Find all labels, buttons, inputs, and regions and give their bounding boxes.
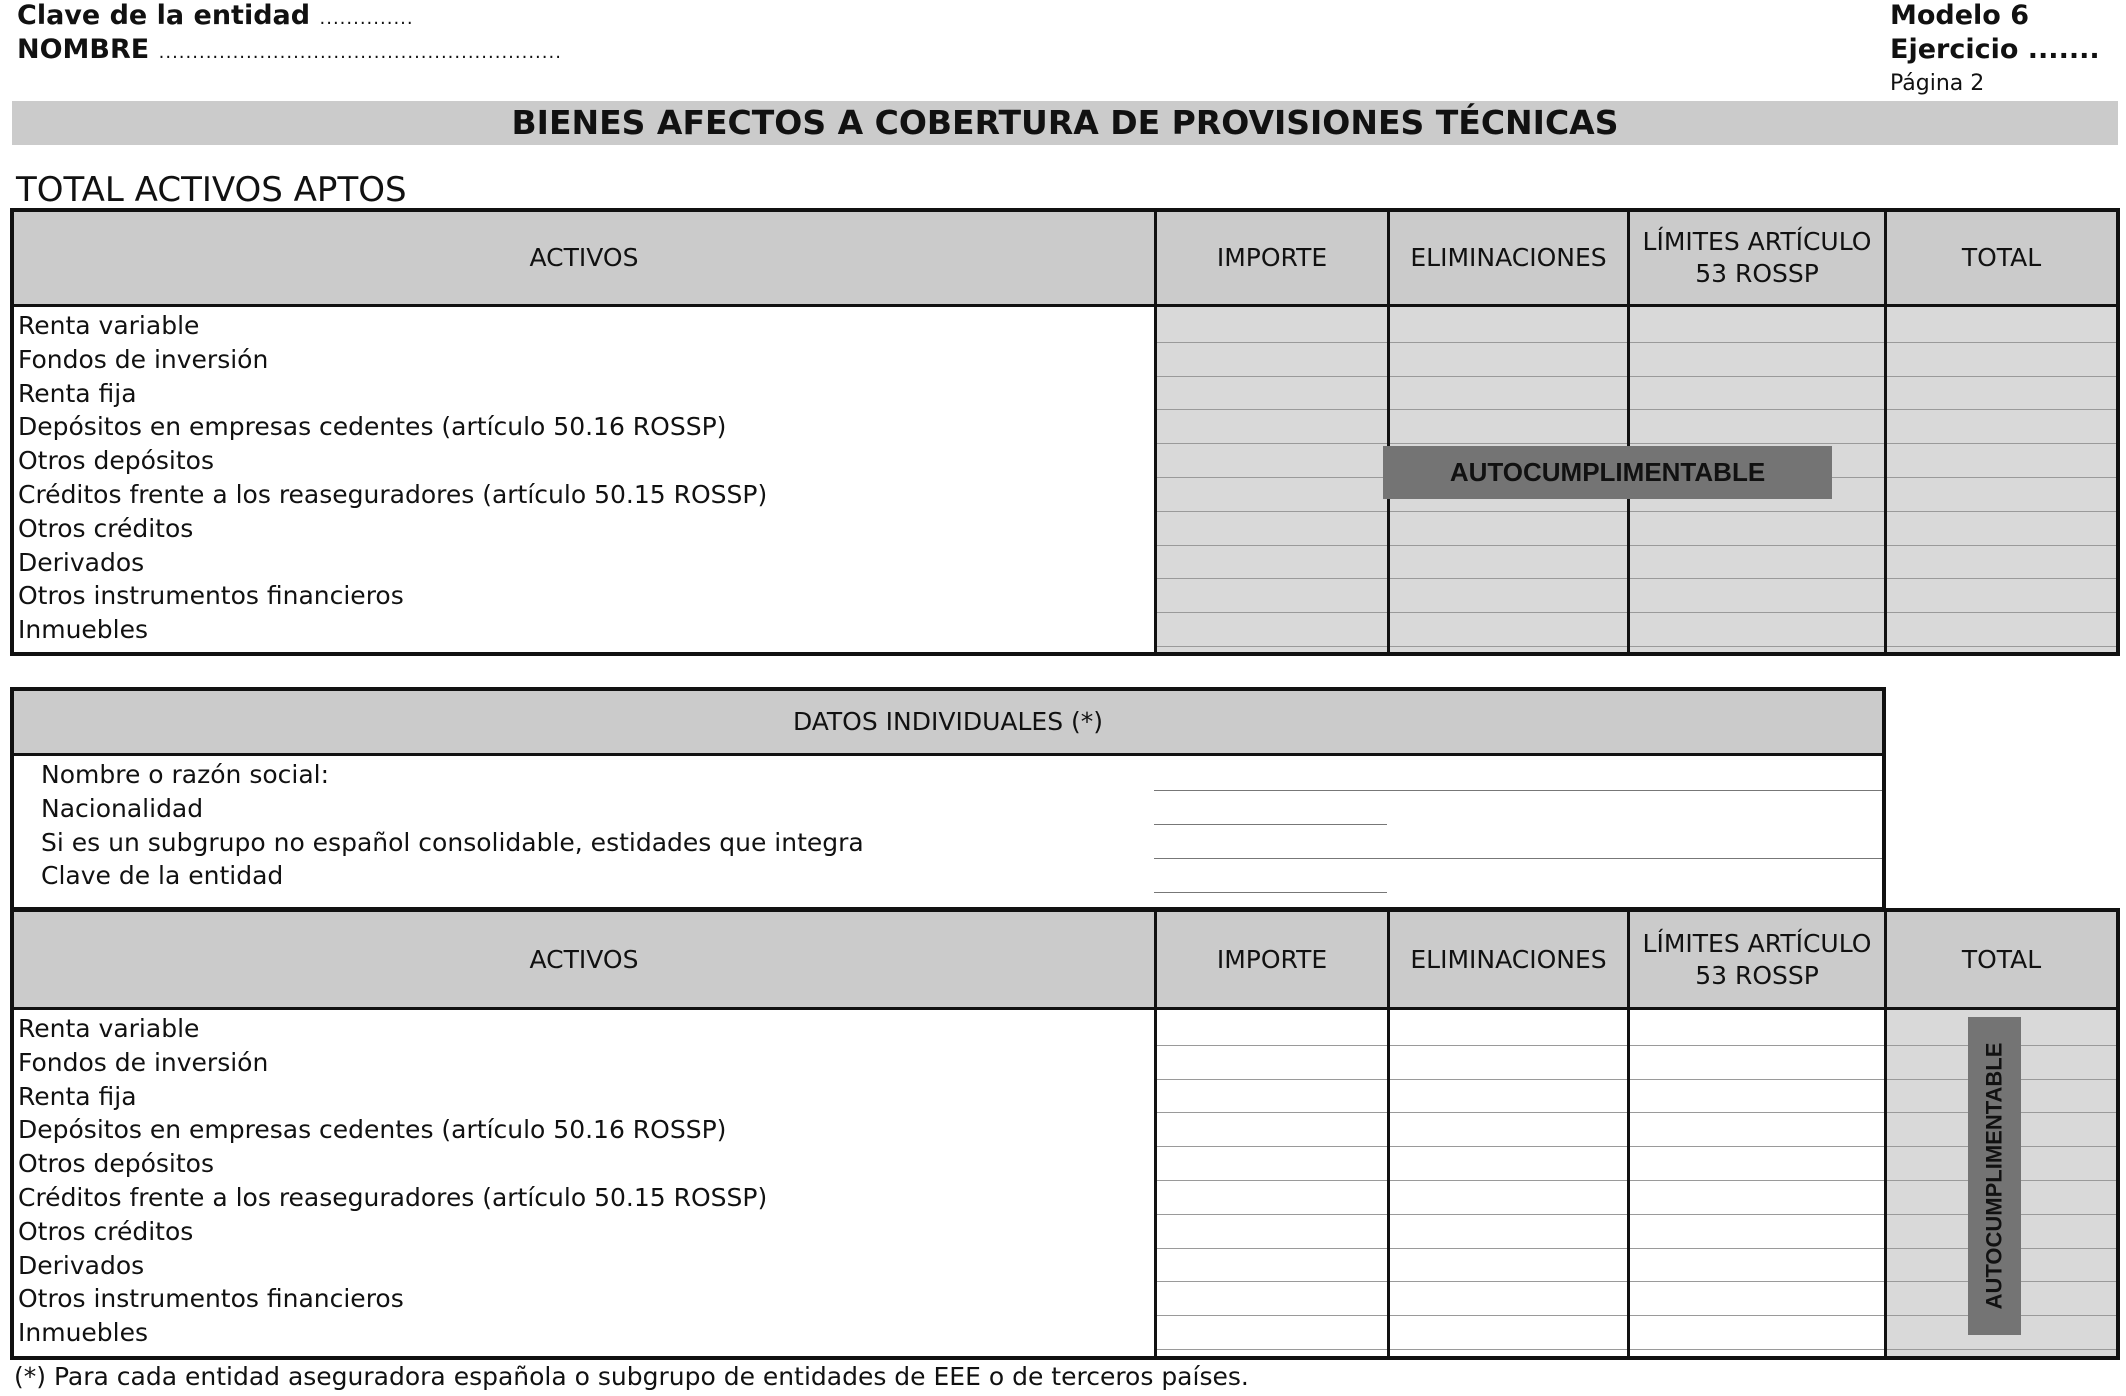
header-limites: LÍMITES ARTÍCULO 53 ROSSP xyxy=(1630,912,1887,1010)
row-label: Créditos frente a los reaseguradores (artículo 50.15 ROSSP) xyxy=(18,479,768,509)
field-company-name xyxy=(14,758,1882,792)
row-label: Derivados xyxy=(18,547,145,577)
header-activos: ACTIVOS xyxy=(14,212,1157,307)
company-name-line[interactable] xyxy=(1154,790,1882,791)
importe-column xyxy=(1157,307,1390,652)
limites-input-column[interactable] xyxy=(1630,1010,1887,1356)
field-entity-key xyxy=(14,859,1882,893)
section-title: TOTAL ACTIVOS APTOS xyxy=(16,170,407,210)
total-assets-table xyxy=(10,208,2120,656)
header-limites: LÍMITES ARTÍCULO 53 ROSSP xyxy=(1630,212,1887,307)
row-label: Otros instrumentos financieros xyxy=(18,581,404,611)
header-importe: IMPORTE xyxy=(1157,212,1390,307)
row-label: Otros créditos xyxy=(18,513,194,543)
autocumplimentable-stamp-vertical xyxy=(1968,1017,2021,1335)
field-subgroup-entities xyxy=(14,826,1882,860)
individual-assets-table xyxy=(10,908,2120,1360)
row-label: Otros instrumentos financieros xyxy=(18,1284,404,1314)
autocumplimentable-stamp xyxy=(1383,446,1832,499)
page-number: Página 2 xyxy=(1890,71,1985,96)
row-label: Otros créditos xyxy=(18,1216,194,1246)
row-label: Otros depósitos xyxy=(18,1149,214,1179)
row-label: Renta variable xyxy=(18,311,200,340)
name-line xyxy=(17,34,562,65)
header-eliminaciones: ELIMINACIONES xyxy=(1390,912,1630,1010)
asset-labels xyxy=(14,307,1157,652)
entity-key-field[interactable]: .............. xyxy=(319,8,414,29)
footnote: (*) Para cada entidad aseguradora española o subgrupo de entidades de EEE o de terceros países. xyxy=(14,1362,1249,1391)
row-label: Renta fija xyxy=(18,378,137,408)
header-total: TOTAL xyxy=(1887,212,2116,307)
entity-key-label: Clave de la entidad xyxy=(17,0,311,31)
autocumplimentable-label: AUTOCUMPLIMENTABLE xyxy=(1981,1042,2007,1310)
field-label: Nombre o razón social: xyxy=(41,760,330,789)
row-label: Inmuebles xyxy=(18,1318,149,1348)
row-label: Inmuebles xyxy=(18,615,149,645)
name-field[interactable]: ............................................................ xyxy=(158,42,562,63)
subgroup-entities-line[interactable] xyxy=(1154,858,1882,859)
row-label: Otros depósitos xyxy=(18,446,214,476)
nationality-line[interactable] xyxy=(1154,824,1387,825)
total-column xyxy=(1887,307,2116,652)
field-label: Clave de la entidad xyxy=(41,861,284,891)
field-nationality xyxy=(14,792,1882,826)
asset-labels xyxy=(14,1010,1157,1356)
model-number: Modelo 6 xyxy=(1890,0,2030,31)
row-label: Fondos de inversión xyxy=(18,1047,269,1077)
field-label: Si es un subgrupo no español consolidable, estidades que integra xyxy=(41,827,864,857)
row-label: Depósitos en empresas cedentes (artículo 50.16 ROSSP) xyxy=(18,412,727,442)
header-activos: ACTIVOS xyxy=(14,912,1157,1010)
entity-key-line-input[interactable] xyxy=(1154,892,1387,893)
header-importe: IMPORTE xyxy=(1157,912,1390,1010)
row-label: Renta fija xyxy=(18,1081,137,1111)
importe-input-column[interactable] xyxy=(1157,1010,1390,1356)
entity-key-line xyxy=(17,0,414,31)
autocumplimentable-label: AUTOCUMPLIMENTABLE xyxy=(1449,457,1766,487)
name-label: NOMBRE xyxy=(17,34,150,65)
row-label: Créditos frente a los reaseguradores (artículo 50.15 ROSSP) xyxy=(18,1182,768,1212)
header-eliminaciones: ELIMINACIONES xyxy=(1390,212,1630,307)
individual-data-box xyxy=(10,687,1886,911)
header-total: TOTAL xyxy=(1887,912,2116,1010)
individual-data-title: DATOS INDIVIDUALES (*) xyxy=(14,691,1882,756)
field-label: Nacionalidad xyxy=(41,793,204,823)
fiscal-year: Ejercicio ....... xyxy=(1890,34,2100,65)
eliminaciones-input-column[interactable] xyxy=(1390,1010,1630,1356)
row-label: Renta variable xyxy=(18,1014,200,1043)
form-title-banner: BIENES AFECTOS A COBERTURA DE PROVISIONES TÉCNICAS xyxy=(12,101,2118,145)
row-label: Fondos de inversión xyxy=(18,344,269,374)
row-label: Derivados xyxy=(18,1250,145,1280)
row-label: Depósitos en empresas cedentes (artículo 50.16 ROSSP) xyxy=(18,1115,727,1145)
